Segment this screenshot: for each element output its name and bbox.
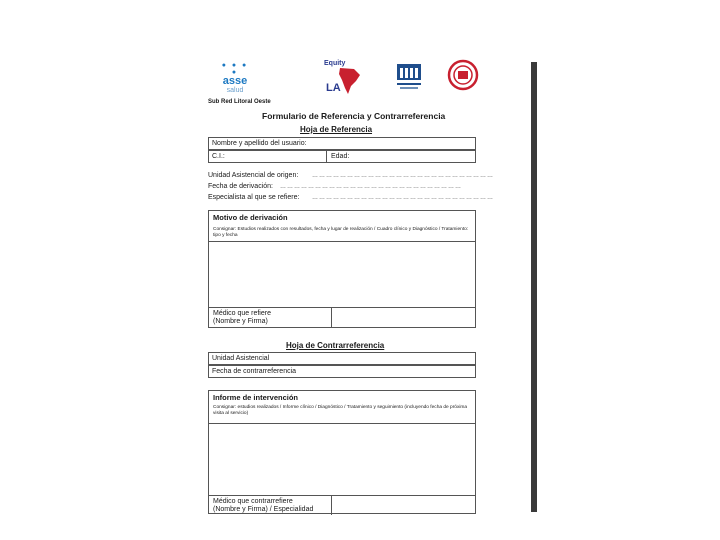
especialista-dots: …………………………………………………………………… bbox=[312, 195, 494, 201]
equity-la-logo bbox=[318, 60, 364, 96]
asse-logo-sub: salud bbox=[226, 87, 244, 94]
informe-intervencion-box bbox=[208, 390, 476, 514]
especialista-label: Especialista al que se refiere: bbox=[208, 194, 300, 201]
ci-label: C.I.: bbox=[212, 153, 225, 160]
motivo-note: Consignar: Estudios realizados con resultados, fecha y lugar de realización / Cuadro clínico y Diagnóstico / Tratamiento: tipo y fecha bbox=[213, 227, 469, 238]
motivo-derivacion-box bbox=[208, 210, 476, 328]
document-page bbox=[204, 52, 494, 513]
fecha-contrarreferencia-row bbox=[208, 365, 476, 378]
medico-refiere-sub: (Nombre y Firma) bbox=[213, 318, 268, 325]
medico-refiere-divider bbox=[331, 307, 332, 327]
asse-dots-icon: ● ● ● ● bbox=[221, 62, 249, 76]
motivo-title: Motivo de derivación bbox=[213, 213, 288, 222]
form-title: Formulario de Referencia y Contrarreferencia bbox=[262, 111, 446, 121]
university-logo bbox=[394, 62, 424, 92]
motivo-signature-divider bbox=[209, 307, 475, 308]
fecha-derivacion-dots: …………………………………………………………………… bbox=[280, 184, 462, 190]
ci-edad-row bbox=[208, 150, 476, 163]
fecha-contrarreferencia-label: Fecha de contrarreferencia bbox=[212, 368, 297, 375]
unidad-asistencial-label: Unidad Asistencial bbox=[212, 355, 270, 362]
subred-label: Sub Red Litoral Oeste bbox=[208, 99, 271, 105]
equity-logo-name: Equity bbox=[324, 60, 346, 67]
university-crest-icon bbox=[394, 62, 424, 92]
unidad-asistencial-row bbox=[208, 352, 476, 365]
seal-icon bbox=[448, 60, 478, 90]
informe-note-divider bbox=[209, 423, 475, 424]
informe-title: Informe de intervención bbox=[213, 393, 299, 402]
unidad-origen-label: Unidad Asistencial de origen: bbox=[208, 172, 299, 179]
asse-logo bbox=[218, 62, 252, 94]
asse-logo-name: asse bbox=[222, 75, 248, 87]
page-edge-shadow bbox=[531, 62, 537, 512]
referencia-title: Hoja de Referencia bbox=[300, 125, 373, 134]
nombre-label: Nombre y apellido del usuario: bbox=[212, 140, 307, 147]
medico-contrarrefiere-sub: (Nombre y Firma) / Especialidad bbox=[213, 506, 314, 513]
edad-label: Edad: bbox=[331, 153, 350, 160]
fecha-derivacion-label: Fecha de derivación: bbox=[208, 183, 273, 190]
medico-contrarrefiere-label: Médico que contrarrefiere bbox=[213, 498, 293, 505]
ci-edad-divider bbox=[326, 151, 327, 162]
medico-contrarrefiere-divider bbox=[331, 495, 332, 515]
contrarreferencia-title: Hoja de Contrarreferencia bbox=[286, 341, 385, 350]
unidad-origen-dots: …………………………………………………………………… bbox=[312, 173, 494, 179]
equity-logo-sub: LA bbox=[326, 82, 341, 94]
informe-signature-divider bbox=[209, 495, 475, 496]
motivo-note-divider bbox=[209, 241, 475, 242]
informe-note: Consignar: estudios realizados / Informe clínico / Diagnóstico / Tratamiento y seguimiento (incluyendo fecha de próxima visita al servicio) bbox=[213, 405, 468, 416]
institution-seal-logo bbox=[448, 60, 478, 90]
medico-refiere-label: Médico que refiere bbox=[213, 310, 271, 317]
nombre-row bbox=[208, 137, 476, 150]
